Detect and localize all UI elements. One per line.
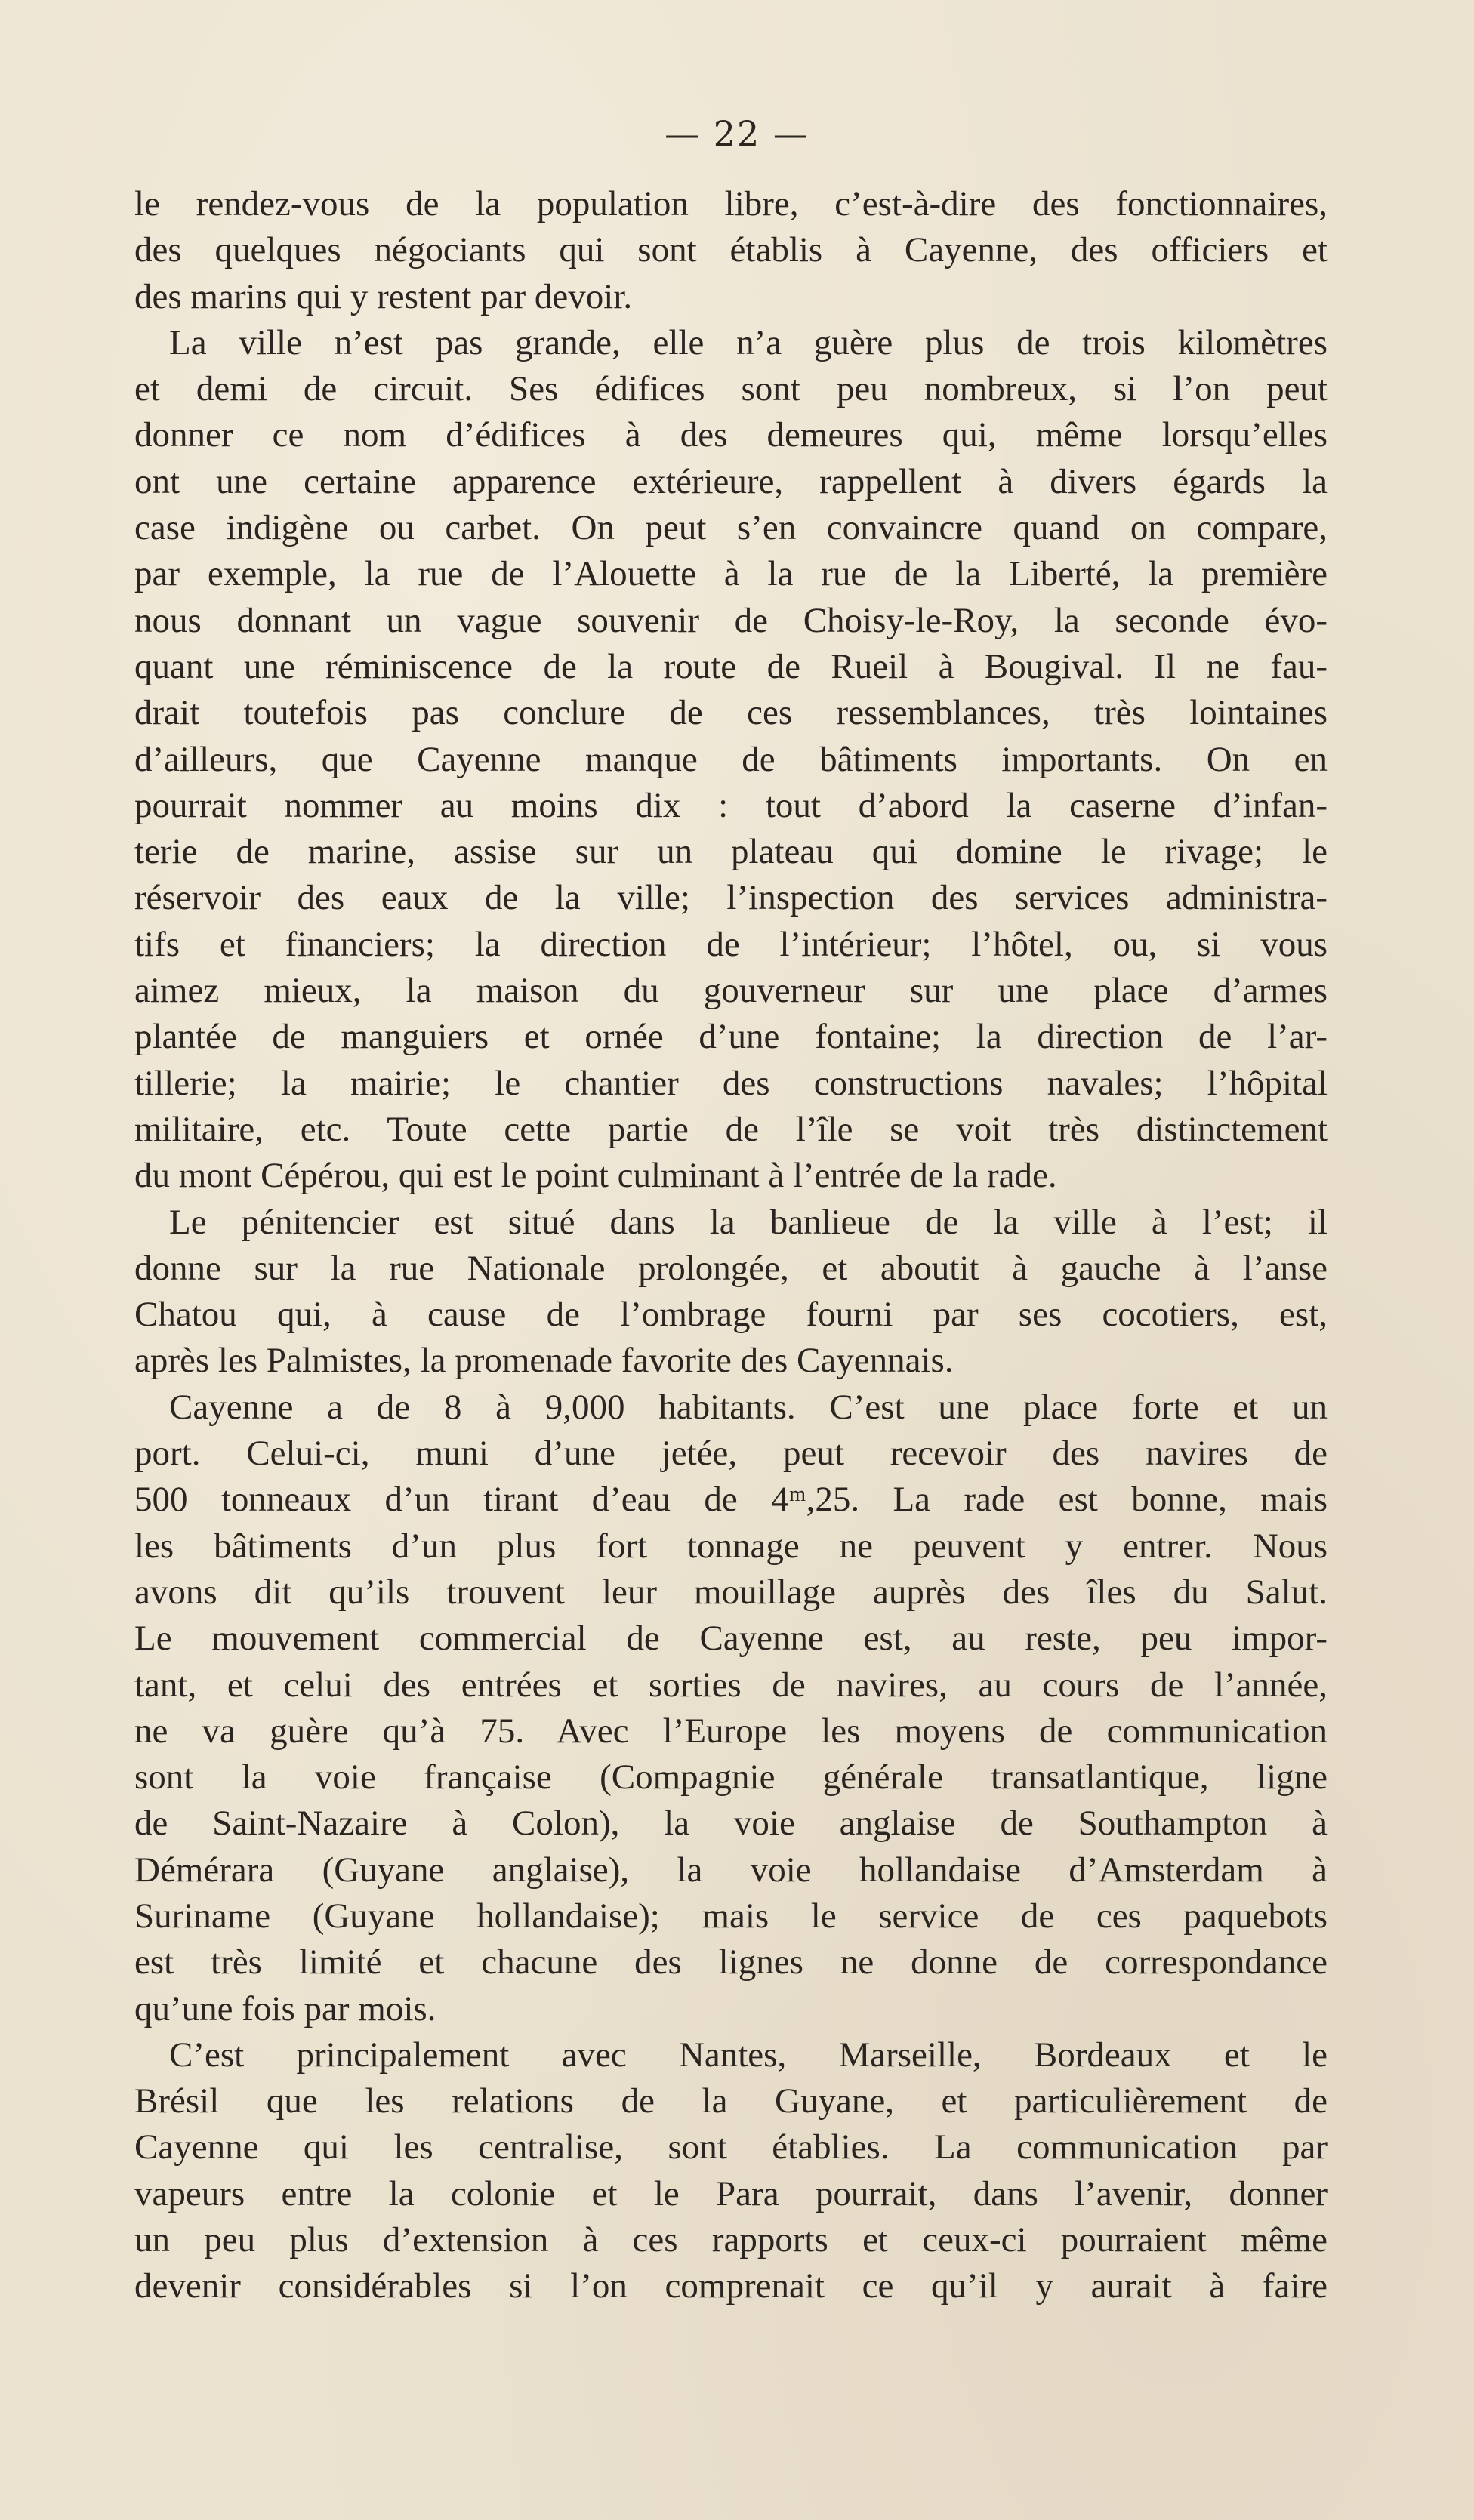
text-line: La ville n’est pas grande, elle n’a guère plus de trois kilomètres: [169, 322, 1328, 362]
text-line: de Saint-Nazaire à Colon), la voie anglaise de Southampton à: [134, 1804, 1328, 1844]
paragraph: [134, 320, 1328, 1200]
text-line: donne sur la rue Nationale prolongée, et aboutit à gauche à l’anse: [134, 1248, 1328, 1288]
text-line: ont une certaine apparence extérieure, rappellent à divers égards la: [134, 461, 1328, 501]
text-line: est très limité et chacune des lignes ne donne de correspondance: [134, 1942, 1328, 1982]
text-line: du mont Cépérou, qui est le point culminant à l’entrée de la rade.: [134, 1156, 1057, 1196]
text-line: Brésil que les relations de la Guyane, et particulièrement de: [134, 2081, 1328, 2121]
page-number: — 22 —: [665, 113, 809, 154]
text-line: tillerie; la mairie; le chantier des constructions navales; l’hôpital: [134, 1063, 1328, 1103]
text-line: Le pénitencier est situé dans la banlieue de la ville à l’est; il: [169, 1202, 1328, 1242]
text-line: Chatou qui, à cause de l’ombrage fourni par ses cocotiers, est,: [134, 1295, 1328, 1335]
text-line: drait toutefois pas conclure de ces ressemblances, très lointaines: [134, 693, 1328, 733]
text-line: vapeurs entre la colonie et le Para pourrait, dans l’avenir, donner: [134, 2173, 1328, 2213]
text-line: case indigène ou carbet. On peut s’en convaincre quand on compare,: [134, 508, 1328, 548]
text-line: aimez mieux, la maison du gouverneur sur une place d’armes: [134, 971, 1328, 1011]
text-line: des quelques négociants qui sont établis à Cayenne, des officiers et: [134, 230, 1328, 270]
text-line: un peu plus d’extension à ces rapports et ceux-ci pourraient même: [134, 2220, 1328, 2260]
text-line: avons dit qu’ils trouvent leur mouillage auprès des îles du Salut.: [134, 1572, 1328, 1612]
text-line: plantée de manguiers et ornée d’une fontaine; la direction de l’ar-: [134, 1017, 1328, 1057]
text-line: Cayenne a de 8 à 9,000 habitants. C’est une place forte et un: [169, 1387, 1328, 1427]
text-line: tifs et financiers; la direction de l’intérieur; l’hôtel, ou, si vous: [134, 924, 1328, 964]
text-line: Le mouvement commercial de Cayenne est, au reste, peu impor-: [134, 1619, 1328, 1659]
paragraph: [134, 2032, 1328, 2310]
paragraph: [134, 181, 1328, 320]
text-line: après les Palmistes, la promenade favorite des Cayennais.: [134, 1341, 954, 1381]
text-line: sont la voie française (Compagnie générale transatlantique, ligne: [134, 1758, 1328, 1798]
text-line: devenir considérables si l’on comprenait ce qu’il y aurait à faire: [134, 2266, 1328, 2306]
text-line: ne va guère qu’à 75. Avec l’Europe les moyens de communication: [134, 1711, 1328, 1751]
text-line: et demi de circuit. Ses édifices sont peu nombreux, si l’on peut: [134, 369, 1328, 409]
text-line: nous donnant un vague souvenir de Choisy-le-Roy, la seconde évo-: [134, 600, 1328, 640]
text-line: terie de marine, assise sur un plateau qui domine le rivage; le: [134, 832, 1328, 872]
text-line: qu’une fois par mois.: [134, 1989, 436, 2029]
text-line: des marins qui y restent par devoir.: [134, 276, 633, 316]
text-line: militaire, etc. Toute cette partie de l’île se voit très distinctement: [134, 1109, 1328, 1149]
text-line: par exemple, la rue de l’Alouette à la rue de la Liberté, la première: [134, 554, 1328, 594]
body-text: [134, 181, 1328, 2310]
text-line: Cayenne qui les centralise, sont établies. La communication par: [134, 2127, 1328, 2167]
text-line: Suriname (Guyane hollandaise); mais le service de ces paquebots: [134, 1896, 1328, 1936]
text-line: d’ailleurs, que Cayenne manque de bâtiments importants. On en: [134, 739, 1328, 779]
text-line: réservoir des eaux de la ville; l’inspection des services administra-: [134, 878, 1328, 918]
text-line: quant une réminiscence de la route de Rueil à Bougival. Il ne fau-: [134, 646, 1328, 686]
text-line: donner ce nom d’édifices à des demeures qui, même lorsqu’elles: [134, 415, 1328, 455]
text-line: le rendez-vous de la population libre, c’est-à-dire des fonctionnaires,: [134, 184, 1328, 223]
text-line: tant, et celui des entrées et sorties de navires, au cours de l’année,: [134, 1665, 1328, 1705]
text-line: C’est principalement avec Nantes, Marseille, Bordeaux et le: [169, 2035, 1328, 2075]
paragraph: [134, 1385, 1328, 2032]
text-line: pourrait nommer au moins dix : tout d’abord la caserne d’infan-: [134, 785, 1328, 825]
text-line: 500 tonneaux d’un tirant d’eau de 4ᵐ,25. La rade est bonne, mais: [134, 1480, 1328, 1520]
paragraph: [134, 1200, 1328, 1385]
text-line: les bâtiments d’un plus fort tonnage ne peuvent y entrer. Nous: [134, 1526, 1328, 1566]
text-line: port. Celui-ci, muni d’une jetée, peut recevoir des navires de: [134, 1434, 1328, 1474]
text-line: Démérara (Guyane anglaise), la voie hollandaise d’Amsterdam à: [134, 1850, 1328, 1890]
